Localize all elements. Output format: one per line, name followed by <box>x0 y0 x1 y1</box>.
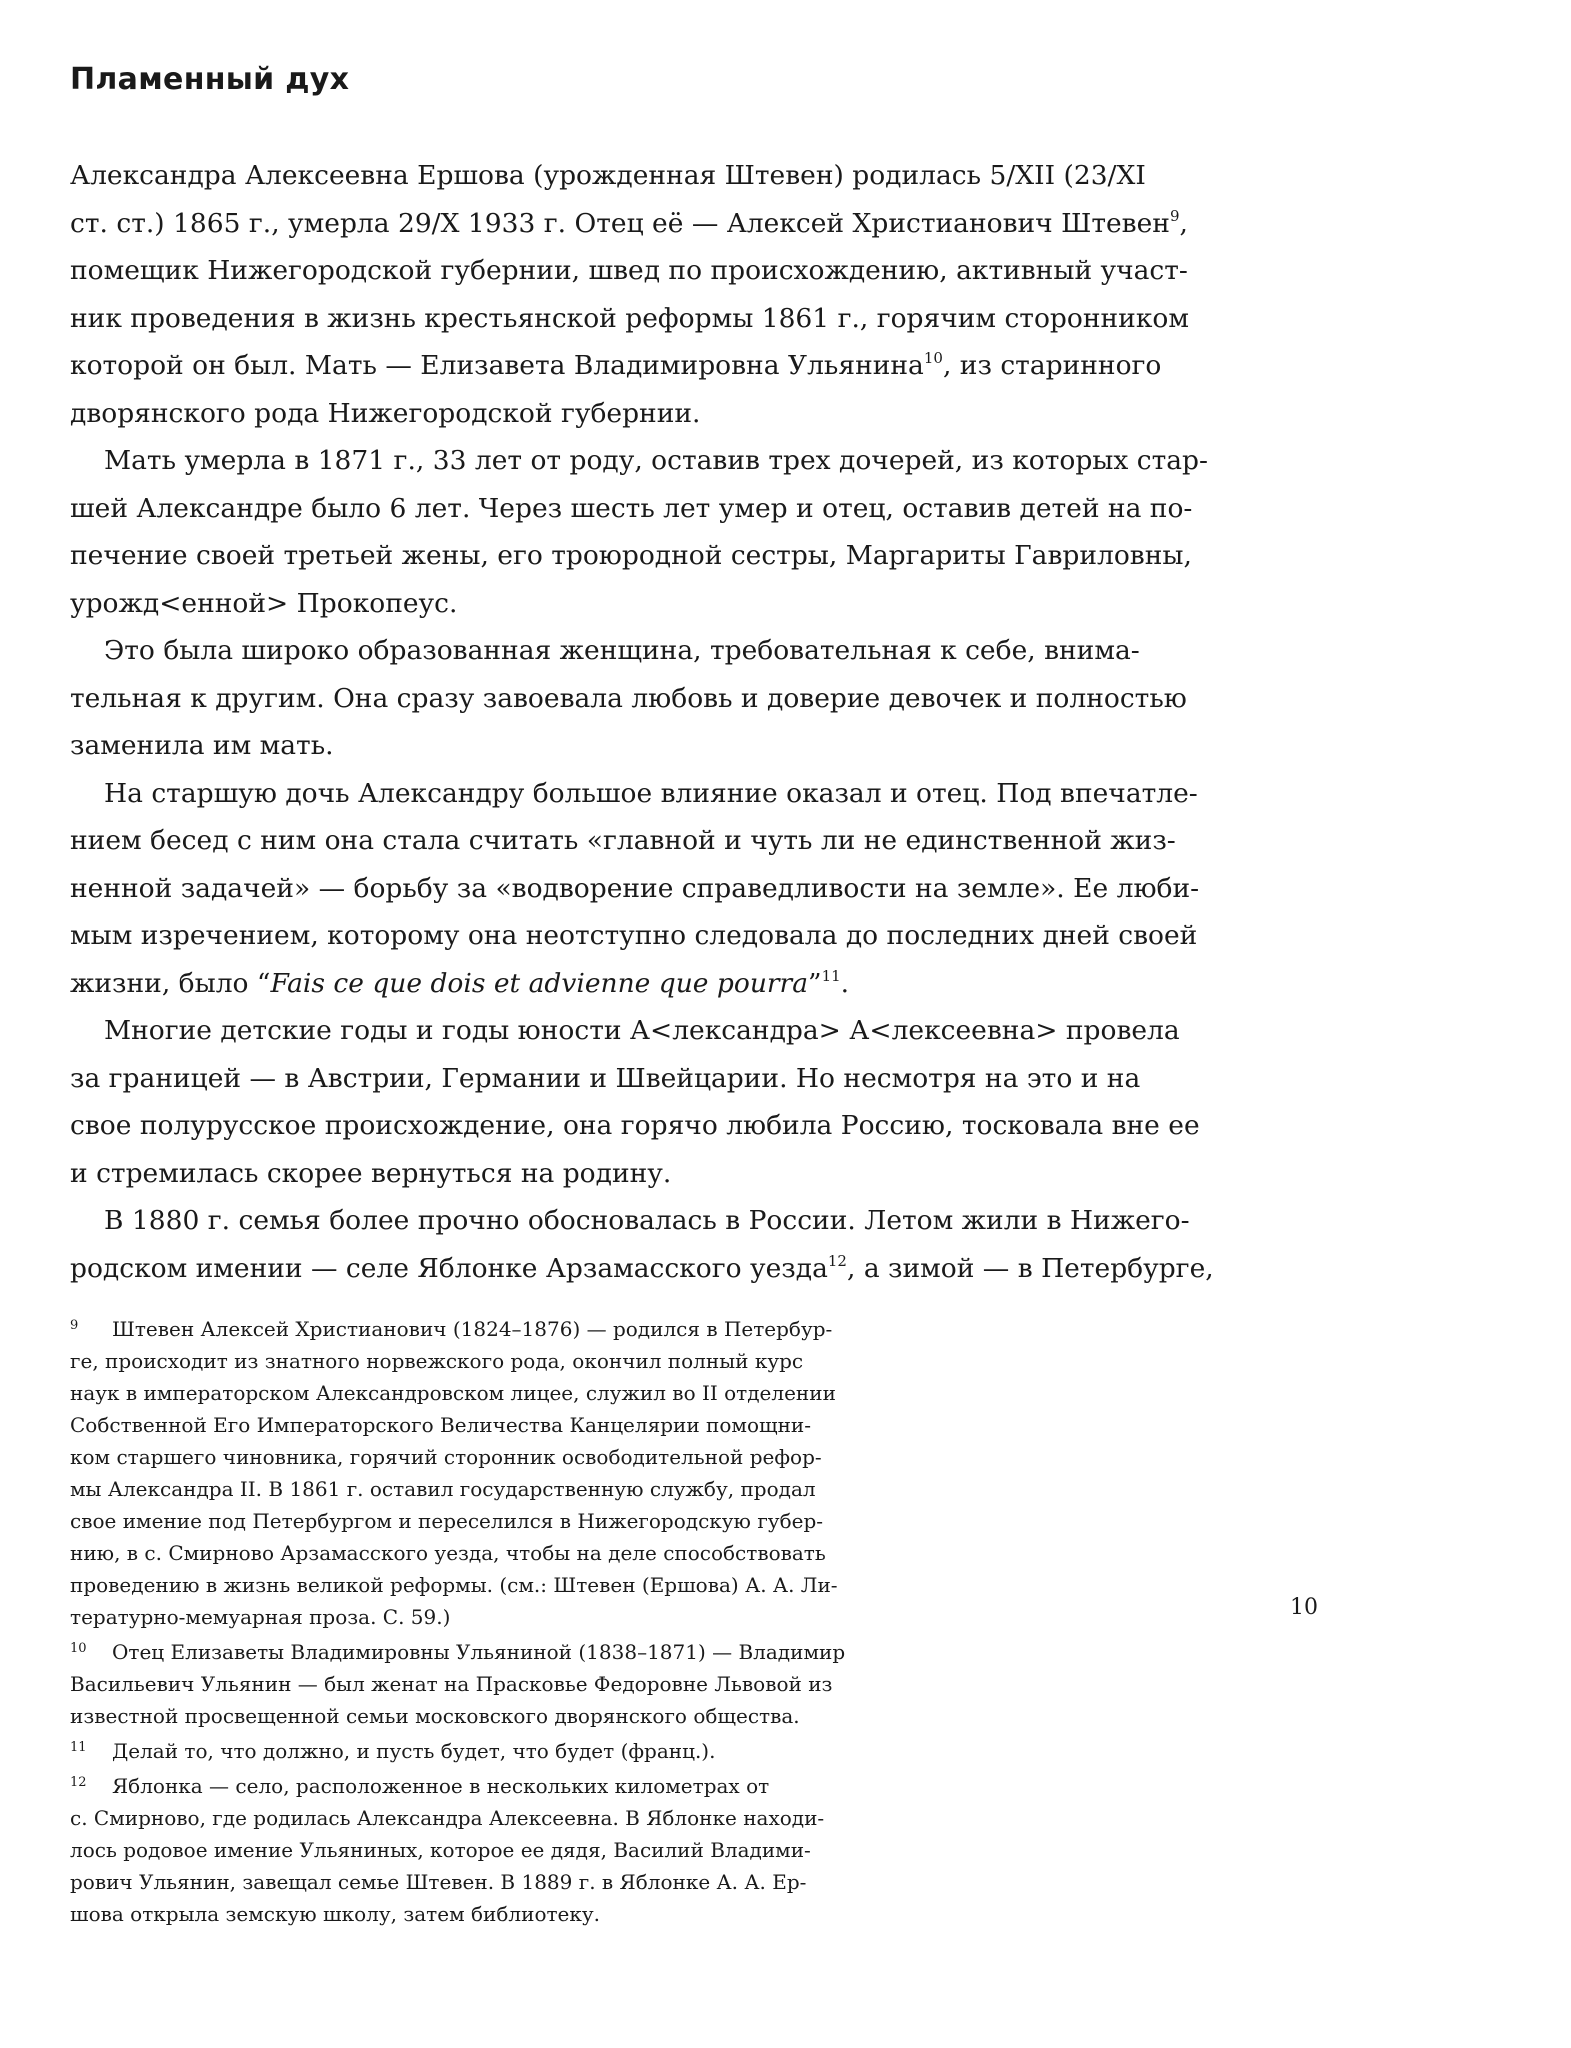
footnote-line: мы Александра II. В 1861 г. оставил государственную службу, продал <box>70 1477 816 1501</box>
text-line: ненной задачей» — борьбу за «водворение справедливости на земле». Ее люби- <box>70 872 1200 904</box>
text-line <box>70 960 1340 1008</box>
footnote-text: Делай то, что должно, и пусть будет, что будет (франц.). <box>112 1739 716 1763</box>
footnote-line: свое имение под Петербургом и переселился в Нижегородскую губер- <box>70 1509 824 1533</box>
text-line: заменила им мать. <box>70 730 334 761</box>
text-line: шей Александре было 6 лет. Через шесть лет умер и отец, оставив детей на по- <box>70 492 1193 524</box>
text-fragment: ” <box>808 967 822 999</box>
text-line: дворянского рода Нижегородской губернии. <box>70 397 701 429</box>
footnote-line <box>70 1767 1070 1802</box>
text-line: На старшую дочь Александру большое влияние оказал и отец. Под впечатле- <box>104 777 1198 809</box>
text-line: печение своей третьей жены, его троюродной сестры, Маргариты Гавриловны, <box>70 540 1192 571</box>
footnote-number: 9 <box>70 1318 79 1333</box>
footnote-number: 10 <box>70 1641 87 1656</box>
footnote-line: рович Ульянин, завещал семье Штевен. В 1889 г. в Яблонке А. А. Ер- <box>70 1870 807 1894</box>
text-line: Мать умерла в 1871 г., 33 лет от роду, оставив трех дочерей, из которых стар- <box>104 445 1208 476</box>
footnotes <box>70 1310 1070 1930</box>
text-line <box>70 200 1340 248</box>
footnote-line: ге, происходит из знатного норвежского рода, окончил полный курс <box>70 1349 804 1373</box>
main-text <box>70 152 1340 1292</box>
footnote-line <box>70 1310 1070 1345</box>
text-fragment: которой он был. Мать — Елизавета Владимировна Ульянина <box>70 350 924 381</box>
text-line <box>70 1245 1340 1293</box>
text-fragment: , а зимой — в Петербурге, <box>846 1252 1214 1284</box>
footnote-line: наук в императорском Александровском лицее, служил во II отделении <box>70 1381 836 1405</box>
text-line: Александра Алексеевна Ершова (урожденная Штевен) родилась 5/XII (23/XI <box>70 160 1146 191</box>
footnote-line: Собственной Его Императорского Величества Канцелярии помощни- <box>70 1413 812 1437</box>
footnote-ref: 12 <box>827 1251 847 1270</box>
footnote-ref: 11 <box>821 966 841 985</box>
chapter-heading: Пламенный дух <box>70 62 350 97</box>
text-line: урожд<енной> Прокопеус. <box>70 587 458 619</box>
text-line: свое полурусское происхождение, она горячо любила Россию, тосковала вне ее <box>70 1110 1200 1141</box>
footnote-line: нию, в с. Смирново Арзамасского уезда, чтобы на деле способствовать <box>70 1541 826 1565</box>
text-line: нием бесед с ним она стала считать «главной и чуть ли не единственной жиз- <box>70 825 1176 856</box>
text-line: В 1880 г. семья более прочно обосновалась в России. Летом жили в Нижего- <box>104 1205 1190 1236</box>
text-line: мым изречением, которому она неотступно следовала до последних дней своей <box>70 920 1198 951</box>
text-line: Это была широко образованная женщина, требовательная к себе, внима- <box>104 635 1140 666</box>
footnote-text: Яблонка — село, расположенное в нескольких километрах от <box>112 1774 770 1798</box>
footnote-line: ком старшего чиновника, горячий сторонник освободительной рефор- <box>70 1445 822 1469</box>
text-fragment: родском имении — селе Яблонке Арзамасского уезда <box>70 1252 828 1284</box>
latin-quote: Fais ce que dois et advienne que pourra <box>270 967 809 999</box>
page-number: 10 <box>1290 1595 1318 1620</box>
text-fragment: ст. ст.) 1865 г., умерла 29/X 1933 г. Отец её — Алексей Христианович Штевен <box>70 207 1170 239</box>
text-fragment: . <box>840 967 850 999</box>
text-line: за границей — в Австрии, Германии и Швейцарии. Но несмотря на это и на <box>70 1062 1141 1094</box>
text-line: и стремилась скорее вернуться на родину. <box>70 1157 672 1189</box>
text-line: ник проведения в жизнь крестьянской реформы 1861 г., горячим сторонником <box>70 302 1189 334</box>
text-fragment: жизни, было “ <box>70 967 271 999</box>
text-fragment: , из старинного <box>942 350 1162 381</box>
footnote-line: лось родовое имение Ульяниных, которое ее дядя, Василий Владими- <box>70 1838 811 1862</box>
text-line: тельная к другим. Она сразу завоевала любовь и доверие девочек и полностью <box>70 682 1187 714</box>
footnote-line <box>70 1732 1070 1767</box>
footnote-ref: 10 <box>923 349 943 367</box>
text-line <box>70 342 1340 390</box>
text-line: помещик Нижегородской губернии, швед по происхождению, активный участ- <box>70 255 1188 286</box>
footnote-line: тературно-мемуарная проза. С. 59.) <box>70 1605 451 1629</box>
footnote-line: известной просвещенной семьи московского дворянского общества. <box>70 1704 800 1728</box>
text-line: Многие детские годы и годы юности А<лександра> А<лексеевна> провела <box>104 1015 1180 1046</box>
footnote-line <box>70 1633 1070 1668</box>
footnote-text: Штевен Алексей Христианович (1824–1876) — родился в Петербур- <box>112 1317 833 1341</box>
footnote-line: Васильевич Ульянин — был женат на Прасковье Федоровне Львовой из <box>70 1672 833 1696</box>
footnote-line: проведению в жизнь великой реформы. (см.: Штевен (Ершова) А. А. Ли- <box>70 1573 838 1597</box>
footnote-line: шова открыла земскую школу, затем библиотеку. <box>70 1902 601 1926</box>
footnote-number: 12 <box>70 1775 87 1790</box>
footnote-line: с. Смирново, где родилась Александра Алексеевна. В Яблонке находи- <box>70 1806 825 1830</box>
footnote-number: 11 <box>70 1740 87 1755</box>
footnote-text: Отец Елизаветы Владимировны Ульяниной (1838–1871) — Владимир <box>112 1640 846 1664</box>
footnote-ref: 9 <box>1169 206 1180 225</box>
text-fragment: , <box>1179 207 1188 239</box>
